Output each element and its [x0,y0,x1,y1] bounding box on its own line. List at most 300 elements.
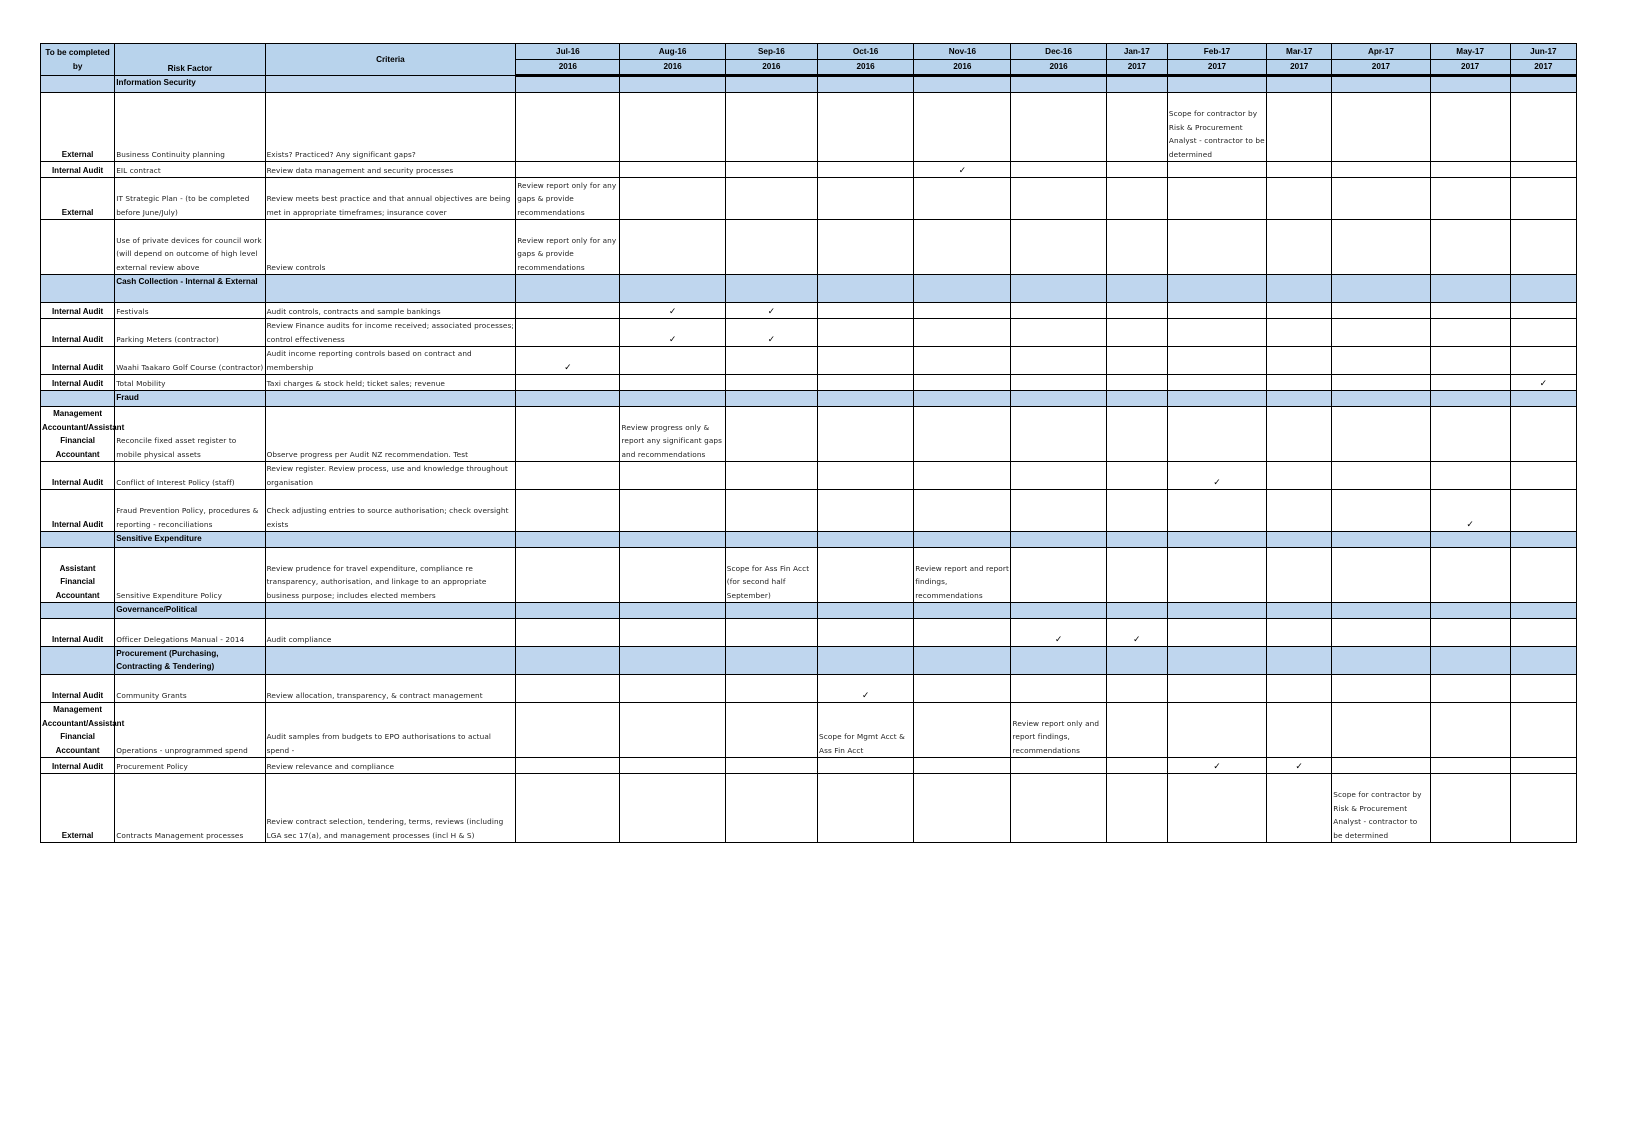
schedule-empty-cell [1267,319,1332,347]
section-row [41,76,1577,93]
table-row [41,375,1577,391]
section-blank-cell [1267,76,1332,93]
table-row [41,703,1577,758]
risk-factor-cell: Total Mobility [115,375,265,391]
schedule-empty-cell [914,178,1011,220]
header-year: 2017 [1267,60,1332,76]
schedule-empty-cell [1267,407,1332,462]
header-year: 2016 [516,60,620,76]
schedule-note-cell: Review report only and report findings, recommendations [1011,703,1106,758]
schedule-note-cell: Scope for contractor by Risk & Procurement Analyst - contractor to be determined [1167,93,1266,162]
section-blank-cell [1167,391,1266,407]
schedule-empty-cell [725,347,817,375]
header-year: 2017 [1430,60,1510,76]
schedule-empty-cell [1267,220,1332,275]
schedule-empty-cell [1430,220,1510,275]
header-year: 2017 [1167,60,1266,76]
schedule-empty-cell [1167,319,1266,347]
section-blank-cell [1267,603,1332,619]
table-row [41,319,1577,347]
table-row [41,303,1577,319]
assignee-cell: Internal Audit [41,303,115,319]
schedule-empty-cell [1510,303,1576,319]
header-month: Oct-16 [817,44,913,60]
checkmark-icon: ✓ [620,303,725,319]
header-month: Apr-17 [1332,44,1430,60]
schedule-empty-cell [516,703,620,758]
schedule-empty-cell [725,220,817,275]
schedule-empty-cell [620,178,725,220]
checkmark-icon: ✓ [817,675,913,703]
section-blank-cell [817,532,913,548]
schedule-empty-cell [1510,675,1576,703]
schedule-empty-cell [1267,303,1332,319]
checkmark-icon: ✓ [1430,490,1510,532]
table-row [41,178,1577,220]
section-blank-cell [265,391,516,407]
schedule-empty-cell [817,619,913,647]
schedule-empty-cell [1011,375,1106,391]
header-year: 2017 [1332,60,1430,76]
schedule-empty-cell [620,462,725,490]
checkmark-icon: ✓ [725,303,817,319]
section-blank-cell [516,76,620,93]
section-blank-cell [620,76,725,93]
schedule-empty-cell [1167,347,1266,375]
section-blank-cell [41,532,115,548]
checkmark-icon: ✓ [1510,375,1576,391]
assignee-cell: Management Accountant/Assistant Financial Accountant [41,407,115,462]
schedule-empty-cell [620,162,725,178]
schedule-empty-cell [1106,303,1167,319]
schedule-empty-cell [1011,774,1106,843]
schedule-empty-cell [1106,178,1167,220]
schedule-empty-cell [1011,675,1106,703]
section-blank-cell [1011,275,1106,303]
schedule-empty-cell [914,675,1011,703]
section-blank-cell [1267,391,1332,407]
schedule-empty-cell [1430,319,1510,347]
checkmark-icon: ✓ [516,347,620,375]
schedule-empty-cell [817,162,913,178]
header-month: Aug-16 [620,44,725,60]
criteria-cell: Review relevance and compliance [265,758,516,774]
assignee-cell: Internal Audit [41,319,115,347]
schedule-empty-cell [817,347,913,375]
schedule-empty-cell [516,758,620,774]
schedule-empty-cell [1510,490,1576,532]
schedule-empty-cell [914,347,1011,375]
schedule-empty-cell [516,675,620,703]
risk-factor-cell: Reconcile fixed asset register to mobile physical assets [115,407,265,462]
section-blank-cell [1510,391,1576,407]
schedule-empty-cell [1167,619,1266,647]
section-blank-cell [620,603,725,619]
checkmark-icon: ✓ [914,162,1011,178]
schedule-empty-cell [1011,178,1106,220]
criteria-cell: Audit income reporting controls based on contract and membership [265,347,516,375]
checkmark-icon: ✓ [1167,462,1266,490]
checkmark-icon: ✓ [1106,619,1167,647]
risk-factor-cell: Officer Delegations Manual - 2014 [115,619,265,647]
section-blank-cell [516,603,620,619]
schedule-empty-cell [1510,462,1576,490]
schedule-empty-cell [1167,178,1266,220]
section-blank-cell [41,647,115,675]
schedule-empty-cell [1267,375,1332,391]
criteria-cell: Exists? Practiced? Any significant gaps? [265,93,516,162]
schedule-empty-cell [1332,375,1430,391]
schedule-empty-cell [725,758,817,774]
checkmark-icon: ✓ [1267,758,1332,774]
schedule-empty-cell [1267,619,1332,647]
section-blank-cell [1011,603,1106,619]
schedule-empty-cell [1332,162,1430,178]
section-blank-cell [1430,532,1510,548]
section-blank-cell [1106,603,1167,619]
schedule-empty-cell [1167,220,1266,275]
assignee-cell: Management Accountant/Assistant Financial Accountant [41,703,115,758]
assignee-cell: Internal Audit [41,162,115,178]
schedule-empty-cell [620,675,725,703]
schedule-empty-cell [817,758,913,774]
schedule-empty-cell [725,93,817,162]
section-blank-cell [914,76,1011,93]
section-blank-cell [1106,532,1167,548]
header-month: Jul-16 [516,44,620,60]
schedule-empty-cell [817,375,913,391]
schedule-empty-cell [725,619,817,647]
section-title: Sensitive Expenditure [115,532,265,548]
schedule-empty-cell [1011,758,1106,774]
section-blank-cell [1106,647,1167,675]
section-blank-cell [516,532,620,548]
schedule-empty-cell [1332,347,1430,375]
schedule-empty-cell [516,375,620,391]
section-blank-cell [620,647,725,675]
header-month: Sep-16 [725,44,817,60]
schedule-empty-cell [1510,703,1576,758]
schedule-empty-cell [817,548,913,603]
schedule-empty-cell [620,758,725,774]
schedule-empty-cell [1267,462,1332,490]
schedule-empty-cell [1430,347,1510,375]
section-blank-cell [1430,76,1510,93]
schedule-note-cell: Scope for contractor by Risk & Procurement Analyst - contractor to be determined [1332,774,1430,843]
assignee-cell [41,220,115,275]
schedule-empty-cell [620,619,725,647]
schedule-empty-cell [1106,347,1167,375]
section-blank-cell [725,603,817,619]
schedule-empty-cell [620,490,725,532]
schedule-empty-cell [1510,619,1576,647]
schedule-empty-cell [914,703,1011,758]
schedule-empty-cell [620,93,725,162]
schedule-empty-cell [914,462,1011,490]
schedule-empty-cell [817,774,913,843]
table-row [41,675,1577,703]
criteria-cell: Check adjusting entries to source authorisation; check oversight exists [265,490,516,532]
risk-factor-cell: Contracts Management processes [115,774,265,843]
section-blank-cell [265,647,516,675]
assignee-cell: External [41,774,115,843]
schedule-empty-cell [1332,178,1430,220]
schedule-empty-cell [1106,462,1167,490]
section-blank-cell [1332,647,1430,675]
criteria-cell: Audit compliance [265,619,516,647]
schedule-note-cell: Review report and report findings, recommendations [914,548,1011,603]
schedule-empty-cell [817,220,913,275]
header-month: Jan-17 [1106,44,1167,60]
section-blank-cell [914,532,1011,548]
schedule-empty-cell [1510,758,1576,774]
schedule-empty-cell [516,407,620,462]
schedule-empty-cell [1267,490,1332,532]
schedule-empty-cell [1430,178,1510,220]
section-blank-cell [1106,275,1167,303]
schedule-note-cell: Review report only for any gaps & provide recommendations [516,178,620,220]
section-blank-cell [516,391,620,407]
schedule-empty-cell [725,703,817,758]
schedule-empty-cell [1510,93,1576,162]
schedule-empty-cell [1510,407,1576,462]
criteria-cell: Observe progress per Audit NZ recommendation. Test [265,407,516,462]
schedule-empty-cell [817,490,913,532]
schedule-empty-cell [1267,178,1332,220]
schedule-empty-cell [914,758,1011,774]
criteria-cell: Review meets best practice and that annual objectives are being met in appropriate timeframes; insurance cover [265,178,516,220]
header-month: Nov-16 [914,44,1011,60]
criteria-cell: Audit samples from budgets to EPO authorisations to actual spend - [265,703,516,758]
section-blank-cell [1510,603,1576,619]
risk-factor-cell: Community Grants [115,675,265,703]
section-blank-cell [620,532,725,548]
section-blank-cell [1011,647,1106,675]
section-blank-cell [1167,76,1266,93]
schedule-empty-cell [1332,319,1430,347]
assignee-cell: Internal Audit [41,758,115,774]
section-blank-cell [1510,647,1576,675]
criteria-cell: Review prudence for travel expenditure, compliance re transparency, authorisation, and linkage to an appropriate business purpose; includes elected members [265,548,516,603]
schedule-empty-cell [1510,347,1576,375]
schedule-empty-cell [914,375,1011,391]
section-blank-cell [1167,275,1266,303]
schedule-empty-cell [1267,675,1332,703]
schedule-empty-cell [1011,490,1106,532]
schedule-empty-cell [1267,548,1332,603]
checkmark-icon: ✓ [1167,758,1266,774]
schedule-empty-cell [725,675,817,703]
section-blank-cell [1011,391,1106,407]
schedule-note-cell: Scope for Ass Fin Acct (for second half September) [725,548,817,603]
header-month: Jun-17 [1510,44,1576,60]
schedule-empty-cell [1430,758,1510,774]
schedule-empty-cell [516,462,620,490]
section-blank-cell [1332,275,1430,303]
schedule-empty-cell [817,303,913,319]
schedule-empty-cell [817,319,913,347]
checkmark-icon: ✓ [725,319,817,347]
section-blank-cell [914,391,1011,407]
section-blank-cell [41,76,115,93]
section-row [41,603,1577,619]
section-blank-cell [1332,603,1430,619]
section-blank-cell [817,647,913,675]
schedule-empty-cell [1267,93,1332,162]
criteria-cell: Review register. Review process, use and knowledge throughout organisation [265,462,516,490]
schedule-empty-cell [1106,319,1167,347]
schedule-empty-cell [1106,162,1167,178]
table-row [41,548,1577,603]
audit-plan-table [40,43,1577,843]
section-row [41,275,1577,303]
section-blank-cell [516,647,620,675]
section-blank-cell [1430,391,1510,407]
schedule-empty-cell [1430,703,1510,758]
schedule-empty-cell [1332,675,1430,703]
section-blank-cell [1332,76,1430,93]
schedule-empty-cell [1167,548,1266,603]
schedule-empty-cell [914,319,1011,347]
schedule-empty-cell [1332,490,1430,532]
schedule-empty-cell [1510,319,1576,347]
schedule-empty-cell [516,319,620,347]
schedule-empty-cell [1106,220,1167,275]
header-month: Dec-16 [1011,44,1106,60]
section-blank-cell [1430,603,1510,619]
section-blank-cell [620,391,725,407]
criteria-cell: Review allocation, transparency, & contract management [265,675,516,703]
header-year: 2016 [1011,60,1106,76]
schedule-empty-cell [1430,375,1510,391]
schedule-empty-cell [1011,548,1106,603]
schedule-empty-cell [1430,93,1510,162]
table-row [41,774,1577,843]
section-blank-cell [725,275,817,303]
schedule-empty-cell [1167,375,1266,391]
schedule-empty-cell [1267,162,1332,178]
risk-factor-cell: IT Strategic Plan - (to be completed before June/July) [115,178,265,220]
section-blank-cell [1332,532,1430,548]
section-blank-cell [41,275,115,303]
table-row [41,220,1577,275]
schedule-empty-cell [1332,303,1430,319]
schedule-empty-cell [1011,319,1106,347]
assignee-cell: Internal Audit [41,619,115,647]
section-blank-cell [914,603,1011,619]
section-blank-cell [41,603,115,619]
schedule-empty-cell [1167,703,1266,758]
assignee-cell: Internal Audit [41,462,115,490]
section-blank-cell [265,532,516,548]
assignee-cell: Internal Audit [41,375,115,391]
schedule-empty-cell [1106,407,1167,462]
schedule-empty-cell [1430,774,1510,843]
schedule-empty-cell [516,162,620,178]
section-blank-cell [1106,391,1167,407]
section-row [41,532,1577,548]
schedule-empty-cell [1011,93,1106,162]
schedule-empty-cell [1167,407,1266,462]
section-blank-cell [620,275,725,303]
schedule-empty-cell [620,774,725,843]
section-blank-cell [1510,76,1576,93]
checkmark-icon: ✓ [620,319,725,347]
header-year: 2017 [1510,60,1576,76]
schedule-empty-cell [1167,162,1266,178]
schedule-empty-cell [1510,774,1576,843]
schedule-empty-cell [1106,548,1167,603]
section-blank-cell [1510,532,1576,548]
schedule-empty-cell [516,93,620,162]
header-year: 2017 [1106,60,1167,76]
schedule-empty-cell [725,490,817,532]
schedule-empty-cell [1510,162,1576,178]
schedule-empty-cell [1332,220,1430,275]
schedule-empty-cell [817,93,913,162]
section-blank-cell [1011,532,1106,548]
schedule-empty-cell [1267,703,1332,758]
section-blank-cell [265,275,516,303]
schedule-empty-cell [914,774,1011,843]
schedule-empty-cell [817,178,913,220]
section-title: Governance/Political [115,603,265,619]
schedule-empty-cell [1011,162,1106,178]
schedule-empty-cell [1510,220,1576,275]
schedule-empty-cell [1011,303,1106,319]
schedule-empty-cell [1332,703,1430,758]
schedule-empty-cell [914,490,1011,532]
schedule-empty-cell [1167,774,1266,843]
header-month: Mar-17 [1267,44,1332,60]
criteria-cell: Review controls [265,220,516,275]
section-blank-cell [914,275,1011,303]
schedule-empty-cell [1430,675,1510,703]
schedule-empty-cell [1106,490,1167,532]
schedule-empty-cell [1011,220,1106,275]
schedule-empty-cell [1267,347,1332,375]
header-year: 2016 [914,60,1011,76]
header-year: 2016 [725,60,817,76]
schedule-empty-cell [620,347,725,375]
schedule-empty-cell [1106,375,1167,391]
table-row [41,758,1577,774]
criteria-cell: Taxi charges & stock held; ticket sales; revenue [265,375,516,391]
schedule-empty-cell [1106,675,1167,703]
schedule-empty-cell [1011,347,1106,375]
schedule-empty-cell [725,162,817,178]
schedule-empty-cell [817,407,913,462]
schedule-empty-cell [725,375,817,391]
section-blank-cell [1430,275,1510,303]
table-row [41,162,1577,178]
header-year: 2016 [620,60,725,76]
table-row [41,347,1577,375]
schedule-empty-cell [725,178,817,220]
section-blank-cell [1106,76,1167,93]
schedule-empty-cell [1267,774,1332,843]
section-row [41,647,1577,675]
section-blank-cell [1332,391,1430,407]
schedule-empty-cell [1332,619,1430,647]
schedule-empty-cell [914,303,1011,319]
risk-factor-cell: EIL contract [115,162,265,178]
schedule-empty-cell [1430,407,1510,462]
section-blank-cell [817,391,913,407]
schedule-note-cell: Review report only for any gaps & provide recommendations [516,220,620,275]
section-blank-cell [1011,76,1106,93]
section-blank-cell [1430,647,1510,675]
